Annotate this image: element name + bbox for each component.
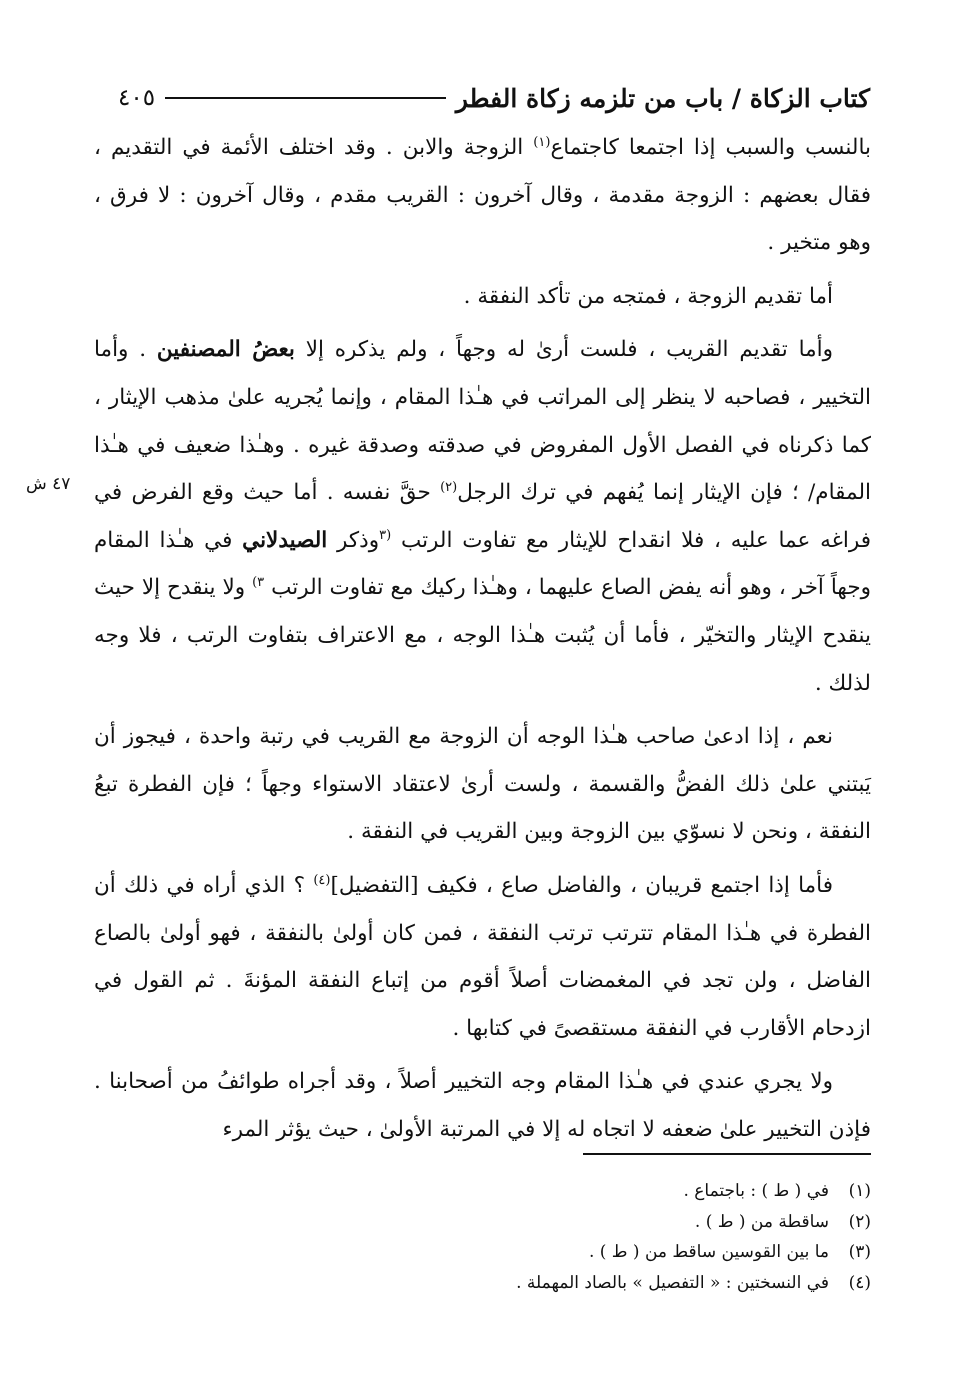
text-run: ولا ينقدح إلا حيث ينقدح الإيثار والتخيّر ، فأما أن يُثبت هـٰذا الوجه ، مع الاعتراف بتفاوت الرتب ، فلا وجه لذلك .: [94, 575, 871, 696]
paragraph-2: [94, 273, 871, 321]
bold-name: بعضُ المصنفين: [156, 337, 295, 363]
footnote-text: في ( ط ) : باجتماع .: [683, 1181, 829, 1201]
text-run: وأما تقديم القريب ، فلست أرىٰ له وجهاً ، ولم يذكره إلا: [294, 337, 833, 363]
footnote-ref: (٤): [313, 872, 331, 888]
footnote-ref: (٢): [440, 480, 458, 495]
text-run: نعم ، إذا ادعىٰ صاحب هـٰذا الوجه أن الزوجة مع القريب في رتبة واحدة ، فيجوز أن يَبتني علىٰ ذلك الفضُّ والقسمة ، ولست أرىٰ لاعتقاد الاستواء وجهاً ؛ فإن الفطرة تبعُ النفقة ، ونحن لا نسوّي بين الزوجة وبين القريب في النفقة .: [94, 724, 871, 845]
footnote-text: ما بين القوسين ساقط من ( ط ) .: [588, 1242, 829, 1262]
running-header: [118, 78, 870, 118]
text-run: أما تقديم الزوجة ، فمتجه من تأكد النفقة .: [463, 283, 833, 309]
text-run: فأما إذا اجتمع قريبان ، والفاضل صاع ، فكيف [التفضيل]: [330, 872, 833, 898]
footnote-ref: ٣): [252, 575, 265, 591]
footnote-text: ساقطة من ( ط ) .: [694, 1211, 829, 1232]
chapter-title: كتاب الزكاة / باب من تلزمه زكاة الفطر: [455, 83, 870, 113]
paragraph-1: [94, 124, 871, 267]
text-run: في هـٰذا المقام وجهاً آخر ، وهو أنه يفض الصاع عليهما ، وهـٰذا ركيك مع تفاوت الرتب: [94, 527, 871, 601]
footnote: [200, 1268, 871, 1299]
footnote-ref: (١): [533, 134, 551, 150]
header-rule: [165, 97, 446, 99]
footnote-number: (١): [848, 1181, 871, 1201]
text-run: ولا يجري عندي في هـٰذا المقام وجه التخيير أصلاً ، وقد أجراه طوائفُ من أصحابنا . فإذن التخيير علىٰ ضعفه لا اتجاه له إلا في المرتبة الأولىٰ ، حيث يؤثر المرء: [94, 1069, 871, 1142]
text-run: حقَّ نفسه . أما حيث وقع الفرض في فراغه عما عليه ، فلا انقداح للإيثار مع تفاوت الرتب: [94, 480, 871, 553]
footnote: [200, 1207, 871, 1238]
paragraph-4: [94, 713, 871, 856]
paragraph-5: [94, 862, 871, 1052]
footnote-ref: (٣: [379, 527, 392, 543]
footnote-number: (٢): [848, 1211, 871, 1232]
footnote-number: (٤): [848, 1272, 871, 1293]
footnotes: [200, 1176, 871, 1298]
text-run: ؟ الذي أراه في ذلك أن الفطرة في هـٰذا المقام تترتب ترتب النفقة ، فمن كان أولىٰ بالنفقة ، فهو أولىٰ بالصاع الفاضل ، ولن تجد في المغمضات أصلاً أقوم من إتباع النفقة المؤنةَ . ثم القول في ازدحام الأقارب في النفقة مستقصىً في كتابها .: [94, 872, 871, 1041]
footnote: [200, 1237, 871, 1268]
margin-folio-note: ٤٧ ش: [26, 474, 71, 494]
main-text: [94, 124, 871, 1159]
text-run: بالنسب والسبب إذا اجتمعا كاجتماع: [550, 135, 872, 160]
text-run: . وأما التخيير ، فصاحبه لا ينظر إلى المراتب في هـٰذا المقام ، وإنما يُجريه علىٰ مذهب الإيثار ، كما ذكرناه في الفصل الأول المفروض في صدقته وصدقة غيره . وهـٰذا ضعيف في هـٰذا المقام/ ؛ فإن الإيثار إنما يُفهم في ترك الرجل: [94, 337, 871, 506]
footnote-number: (٣): [848, 1242, 871, 1262]
page-number: ٤٠٥: [118, 85, 156, 111]
paragraph-3: [94, 326, 871, 707]
bold-name: الصيدلاني: [242, 527, 328, 553]
paragraph-6: [94, 1058, 871, 1153]
footnote-rule: [583, 1153, 871, 1155]
footnote: [200, 1176, 871, 1207]
text-run: الزوجة والابن . وقد اختلف الأئمة في التقديم ، فقال بعضهم : الزوجة مقدمة ، وقال آخرون : القريب مقدم ، وقال آخرون : لا فرق ، وهو متخير .: [94, 135, 871, 256]
footnote-text: في النسختين : « التفصيل » بالصاد المهملة .: [516, 1272, 829, 1293]
text-run: وذكر: [327, 527, 380, 553]
